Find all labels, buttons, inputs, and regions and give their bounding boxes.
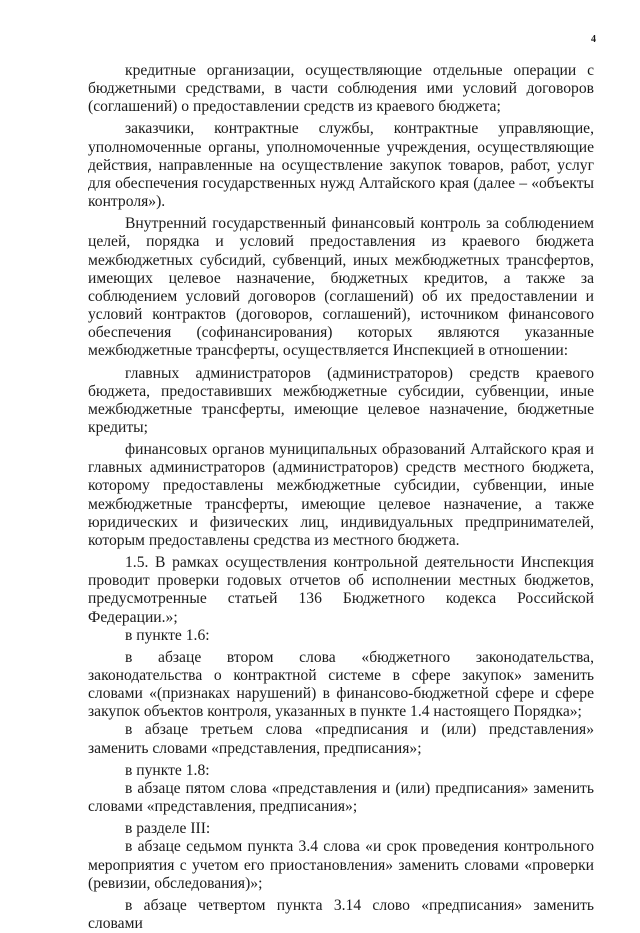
page-number: 4 (591, 34, 596, 45)
paragraph: в абзаце третьем слова «предписания и (или) представления» заменить словами «представления, предписания»; (88, 721, 594, 757)
paragraph: в абзаце четвертом пункта 3.14 слово «предписания» заменить словами (88, 896, 594, 933)
paragraph: в пункте 1.8: (125, 761, 210, 779)
paragraph: в разделе III: (125, 820, 211, 838)
paragraph: 1.5. В рамках осуществления контрольной деятельности Инспекция проводит проверки годовых отчетов об исполнении местных бюджетов, предусмотренные статьей 136 Бюджетного кодекса Российской Федерации.»; (88, 554, 594, 626)
paragraph: финансовых органов муниципальных образований Алтайского края и главных администраторов (администраторов) средств местного бюджета, которому предоставлены межбюджетные субсидии, субвенции, иные межбюджетные трансферты, имеющие целевое назначение, а также юридических и физических лиц, индивидуальных предпринимателей, которым предоставлены средства из местного бюджета. (88, 441, 594, 549)
paragraph: в абзаце пятом слова «представления и (или) предписания» заменить словами «представления, предписания»; (88, 779, 594, 816)
paragraph: кредитные организации, осуществляющие отдельные операции с бюджетными средствами, в части соблюдения ими условий договоров (соглашений) о предоставлении средств из краевого бюджета; (88, 62, 594, 116)
paragraph: в абзаце седьмом пункта 3.4 слова «и срок проведения контрольного мероприятия с учетом его приостановления» заменить словами «проверки (ревизии, обследования)»; (88, 838, 594, 892)
paragraph: заказчики, контрактные службы, контрактные управляющие, уполномоченные органы, уполномоченные учреждения, осуществляющие действия, направленные на осуществление закупок товаров, работ, услуг для обеспечения государственных нужд Алтайского края (далее – «объекты контроля»). (88, 120, 594, 211)
document-body (88, 62, 594, 933)
paragraph: в пункте 1.6: (125, 626, 210, 644)
paragraph: главных администраторов (администраторов) средств краевого бюджета, предоставивших межбюджетные субсидии, субвенции, иные межбюджетные трансферты, имеющие целевое назначение, бюджетные кредиты; (88, 364, 594, 436)
paragraph: в абзаце втором слова «бюджетного законодательства, законодательства о контрактной системе в сфере закупок» заменить словами «(признаках нарушений) в финансово-бюджетной сфере и сфере закупок объектов контроля, указанных в пункте 1.4 настоящего Порядка»; (88, 648, 594, 721)
paragraph: Внутренний государственный финансовый контроль за соблюдением целей, порядка и условий предоставления из краевого бюджета межбюджетных субсидий, субвенций, иных межбюджетных трансфертов, имеющих целевое назначение, бюджетных кредитов, а также за соблюдением условий договоров (соглашений) об их предоставлении и условий контрактов (договоров, соглашений), источником финансового обеспечения (софинансирования) которых являются указанные межбюджетные трансферты, осуществляется Инспекцией в отношении: (88, 215, 594, 360)
